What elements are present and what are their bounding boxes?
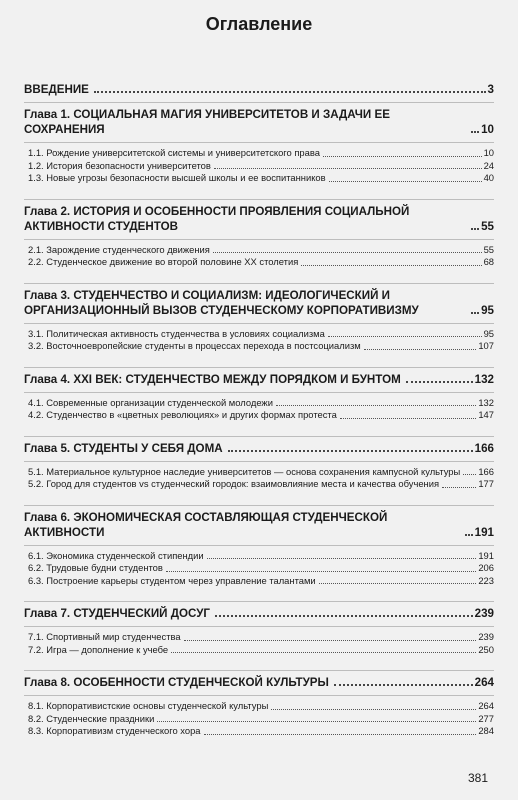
divider	[24, 142, 494, 143]
toc-section-title: 8.3. Корпоративизм студенческого хора	[28, 725, 201, 736]
toc-section-title: 3.2. Восточноевропейские студенты в процессах перехода в постсоциализм	[28, 340, 361, 351]
dot-leader	[213, 252, 482, 253]
toc-chapter[interactable]	[24, 204, 494, 234]
toc-chapter-page: 55	[481, 219, 494, 233]
toc-section-page: 206	[478, 562, 494, 573]
divider	[24, 670, 494, 671]
toc-section-title: 6.1. Экономика студенческой стипендии	[28, 549, 204, 561]
dot-leader	[471, 228, 479, 230]
spacer	[24, 587, 494, 596]
toc-section-page: 277	[478, 712, 494, 724]
toc-section-page: 284	[478, 725, 494, 736]
toc-chapter-page: 95	[481, 303, 494, 317]
table-of-contents	[24, 82, 494, 747]
dot-leader	[207, 558, 477, 559]
toc-section[interactable]	[24, 644, 494, 657]
dot-leader	[364, 349, 477, 350]
spacer	[24, 491, 494, 500]
toc-section-title: 2.1. Зарождение студенческого движения	[28, 243, 210, 255]
toc-section-page: 10	[483, 147, 494, 158]
dot-leader	[463, 474, 476, 475]
toc-section-title: 5.2. Город для студентов vs студенческий городок: взаимовлияние места и качества обучения	[28, 478, 440, 489]
divider	[24, 461, 494, 462]
dot-leader	[406, 381, 473, 383]
toc-section[interactable]	[24, 244, 494, 257]
toc-chapter[interactable]	[24, 107, 494, 137]
toc-section[interactable]	[24, 160, 494, 173]
toc-chapter-title: Глава 6. ЭКОНОМИЧЕСКАЯ СОСТАВЛЯЮЩАЯ СТУДЕНЧЕСКОЙ АКТИВНОСТИ	[24, 510, 388, 539]
dot-leader	[465, 534, 473, 536]
toc-chapter-title: Глава 2. ИСТОРИЯ И ОСОБЕННОСТИ ПРОЯВЛЕНИЯ СОЦИАЛЬНОЙ АКТИВНОСТИ СТУДЕНТОВ	[24, 204, 410, 233]
dot-leader	[157, 721, 476, 722]
toc-intro-title: ВВЕДЕНИЕ	[24, 83, 89, 96]
divider	[24, 601, 494, 602]
toc-section-title: 1.2. История безопасности университетов	[28, 159, 211, 171]
toc-chapter[interactable]	[24, 510, 494, 540]
toc-section[interactable]	[24, 562, 494, 575]
toc-section-title: 7.1. Спортивный мир студенчества	[28, 631, 181, 642]
toc-chapter-title: Глава 8. ОСОБЕННОСТИ СТУДЕНЧЕСКОЙ КУЛЬТУРЫ	[24, 676, 329, 689]
toc-section-title: 6.2. Трудовые будни студентов	[28, 562, 163, 573]
toc-section[interactable]	[24, 713, 494, 726]
dot-leader	[301, 265, 481, 266]
toc-section-page: 264	[478, 700, 494, 711]
divider	[24, 695, 494, 696]
dot-leader	[334, 684, 473, 686]
toc-section-title: 7.2. Игра — дополнение к учебе	[28, 643, 169, 655]
toc-section-title: 8.1. Корпоративистские основы студенческой культуры	[28, 700, 269, 711]
dot-leader	[215, 615, 473, 617]
toc-section[interactable]	[24, 631, 494, 644]
divider	[24, 323, 494, 324]
dot-leader	[329, 181, 482, 182]
divider	[24, 283, 494, 284]
toc-section-page: 68	[483, 256, 494, 267]
toc-section-page: 40	[483, 172, 494, 183]
spacer	[24, 656, 494, 665]
toc-chapter-page: 10	[481, 123, 494, 136]
toc-chapter[interactable]	[24, 675, 494, 690]
toc-chapter[interactable]	[24, 441, 494, 456]
toc-section-title: 5.1. Материальное культурное наследие университетов — основа сохранения кампусной культуры	[28, 465, 461, 477]
toc-chapter[interactable]	[24, 288, 494, 318]
toc-section-page: 223	[478, 574, 494, 586]
toc-section[interactable]	[24, 340, 494, 353]
toc-section-title: 1.1. Рождение университетской системы и университетского права	[28, 147, 320, 158]
toc-section[interactable]	[24, 397, 494, 410]
toc-chapter-page: 166	[474, 441, 494, 455]
page-title: Оглавление	[205, 14, 313, 34]
dot-leader	[328, 336, 482, 337]
dot-leader	[214, 168, 482, 169]
toc-section-page: 166	[478, 465, 494, 477]
toc-chapter[interactable]	[24, 372, 494, 387]
dot-leader	[323, 156, 482, 157]
dot-leader	[471, 312, 479, 314]
toc-section[interactable]	[24, 172, 494, 185]
spacer	[24, 738, 494, 747]
toc-section-page: 24	[483, 159, 494, 171]
toc-section-title: 2.2. Студенческое движение во второй половине XX столетия	[28, 256, 299, 267]
toc-section-page: 177	[478, 478, 494, 489]
toc-chapter-title: Глава 5. СТУДЕНТЫ У СЕБЯ ДОМА	[24, 441, 223, 455]
toc-intro[interactable]	[24, 82, 494, 97]
toc-section[interactable]	[24, 700, 494, 713]
dot-leader	[319, 583, 477, 584]
spacer	[24, 269, 494, 278]
toc-chapter-page: 239	[474, 607, 494, 620]
toc-section-page: 107	[478, 340, 494, 351]
toc-section-page: 191	[478, 549, 494, 561]
dot-leader	[442, 487, 476, 488]
toc-section-title: 1.3. Новые угрозы безопасности высшей школы и ее воспитанников	[28, 172, 326, 183]
divider	[24, 239, 494, 240]
spacer	[24, 353, 494, 362]
dot-leader	[184, 640, 477, 641]
divider	[24, 102, 494, 103]
toc-chapter-title: Глава 1. СОЦИАЛЬНАЯ МАГИЯ УНИВЕРСИТЕТОВ И ЗАДАЧИ ЕЕ СОХРАНЕНИЯ	[24, 108, 390, 136]
dot-leader	[471, 131, 479, 133]
toc-section[interactable]	[24, 725, 494, 738]
toc-section[interactable]	[24, 478, 494, 491]
dot-leader	[171, 652, 476, 653]
toc-section-page: 147	[478, 409, 494, 420]
dot-leader	[94, 91, 486, 93]
toc-chapter[interactable]	[24, 606, 494, 621]
toc-section-title: 4.1. Современные организации студенческой молодежи	[28, 396, 273, 408]
toc-intro-page: 3	[487, 83, 494, 96]
dot-leader	[166, 571, 476, 572]
toc-chapter-title: Глава 3. СТУДЕНЧЕСТВО И СОЦИАЛИЗМ: ИДЕОЛОГИЧЕСКИЙ И ОРГАНИЗАЦИОННЫЙ ВЫЗОВ СТУДЕНЧЕСКОМУ КОРПОРАТИВИЗМУ	[24, 288, 419, 317]
toc-section[interactable]	[24, 256, 494, 269]
divider	[24, 436, 494, 437]
divider	[24, 392, 494, 393]
divider	[24, 367, 494, 368]
toc-chapter-title: Глава 7. СТУДЕНЧЕСКИЙ ДОСУГ	[24, 607, 210, 620]
toc-section-title: 4.2. Студенчество в «цветных революциях» и других формах протеста	[28, 409, 337, 420]
toc-chapter-title: Глава 4. XXI ВЕК: СТУДЕНЧЕСТВО МЕЖДУ ПОРЯДКОМ И БУНТОМ	[24, 372, 401, 386]
dot-leader	[276, 405, 476, 406]
page-number: 381	[467, 771, 488, 785]
toc-section[interactable]	[24, 328, 494, 341]
dot-leader	[271, 709, 476, 710]
toc-chapter-page: 132	[474, 372, 494, 386]
toc-section-title: 6.3. Построение карьеры студентом через управление талантами	[28, 574, 316, 586]
toc-section[interactable]	[24, 409, 494, 422]
toc-section[interactable]	[24, 575, 494, 588]
divider	[24, 545, 494, 546]
toc-section-title: 3.1. Политическая активность студенчества в условиях социализма	[28, 327, 325, 339]
toc-section-page: 55	[483, 243, 494, 255]
divider	[24, 505, 494, 506]
dot-leader	[228, 450, 473, 452]
spacer	[24, 185, 494, 194]
toc-section-page: 250	[478, 643, 494, 655]
toc-chapter-page: 191	[474, 525, 494, 539]
toc-section-title: 8.2. Студенческие праздники	[28, 712, 155, 724]
toc-section[interactable]	[24, 147, 494, 160]
spacer	[24, 422, 494, 431]
divider	[24, 626, 494, 627]
dot-leader	[340, 418, 477, 419]
toc-section[interactable]	[24, 550, 494, 563]
divider	[24, 199, 494, 200]
toc-section-page: 132	[478, 396, 494, 408]
toc-section-page: 239	[478, 631, 494, 642]
toc-section[interactable]	[24, 466, 494, 479]
dot-leader	[204, 734, 477, 735]
toc-section-page: 95	[483, 327, 494, 339]
toc-chapter-page: 264	[474, 676, 494, 689]
